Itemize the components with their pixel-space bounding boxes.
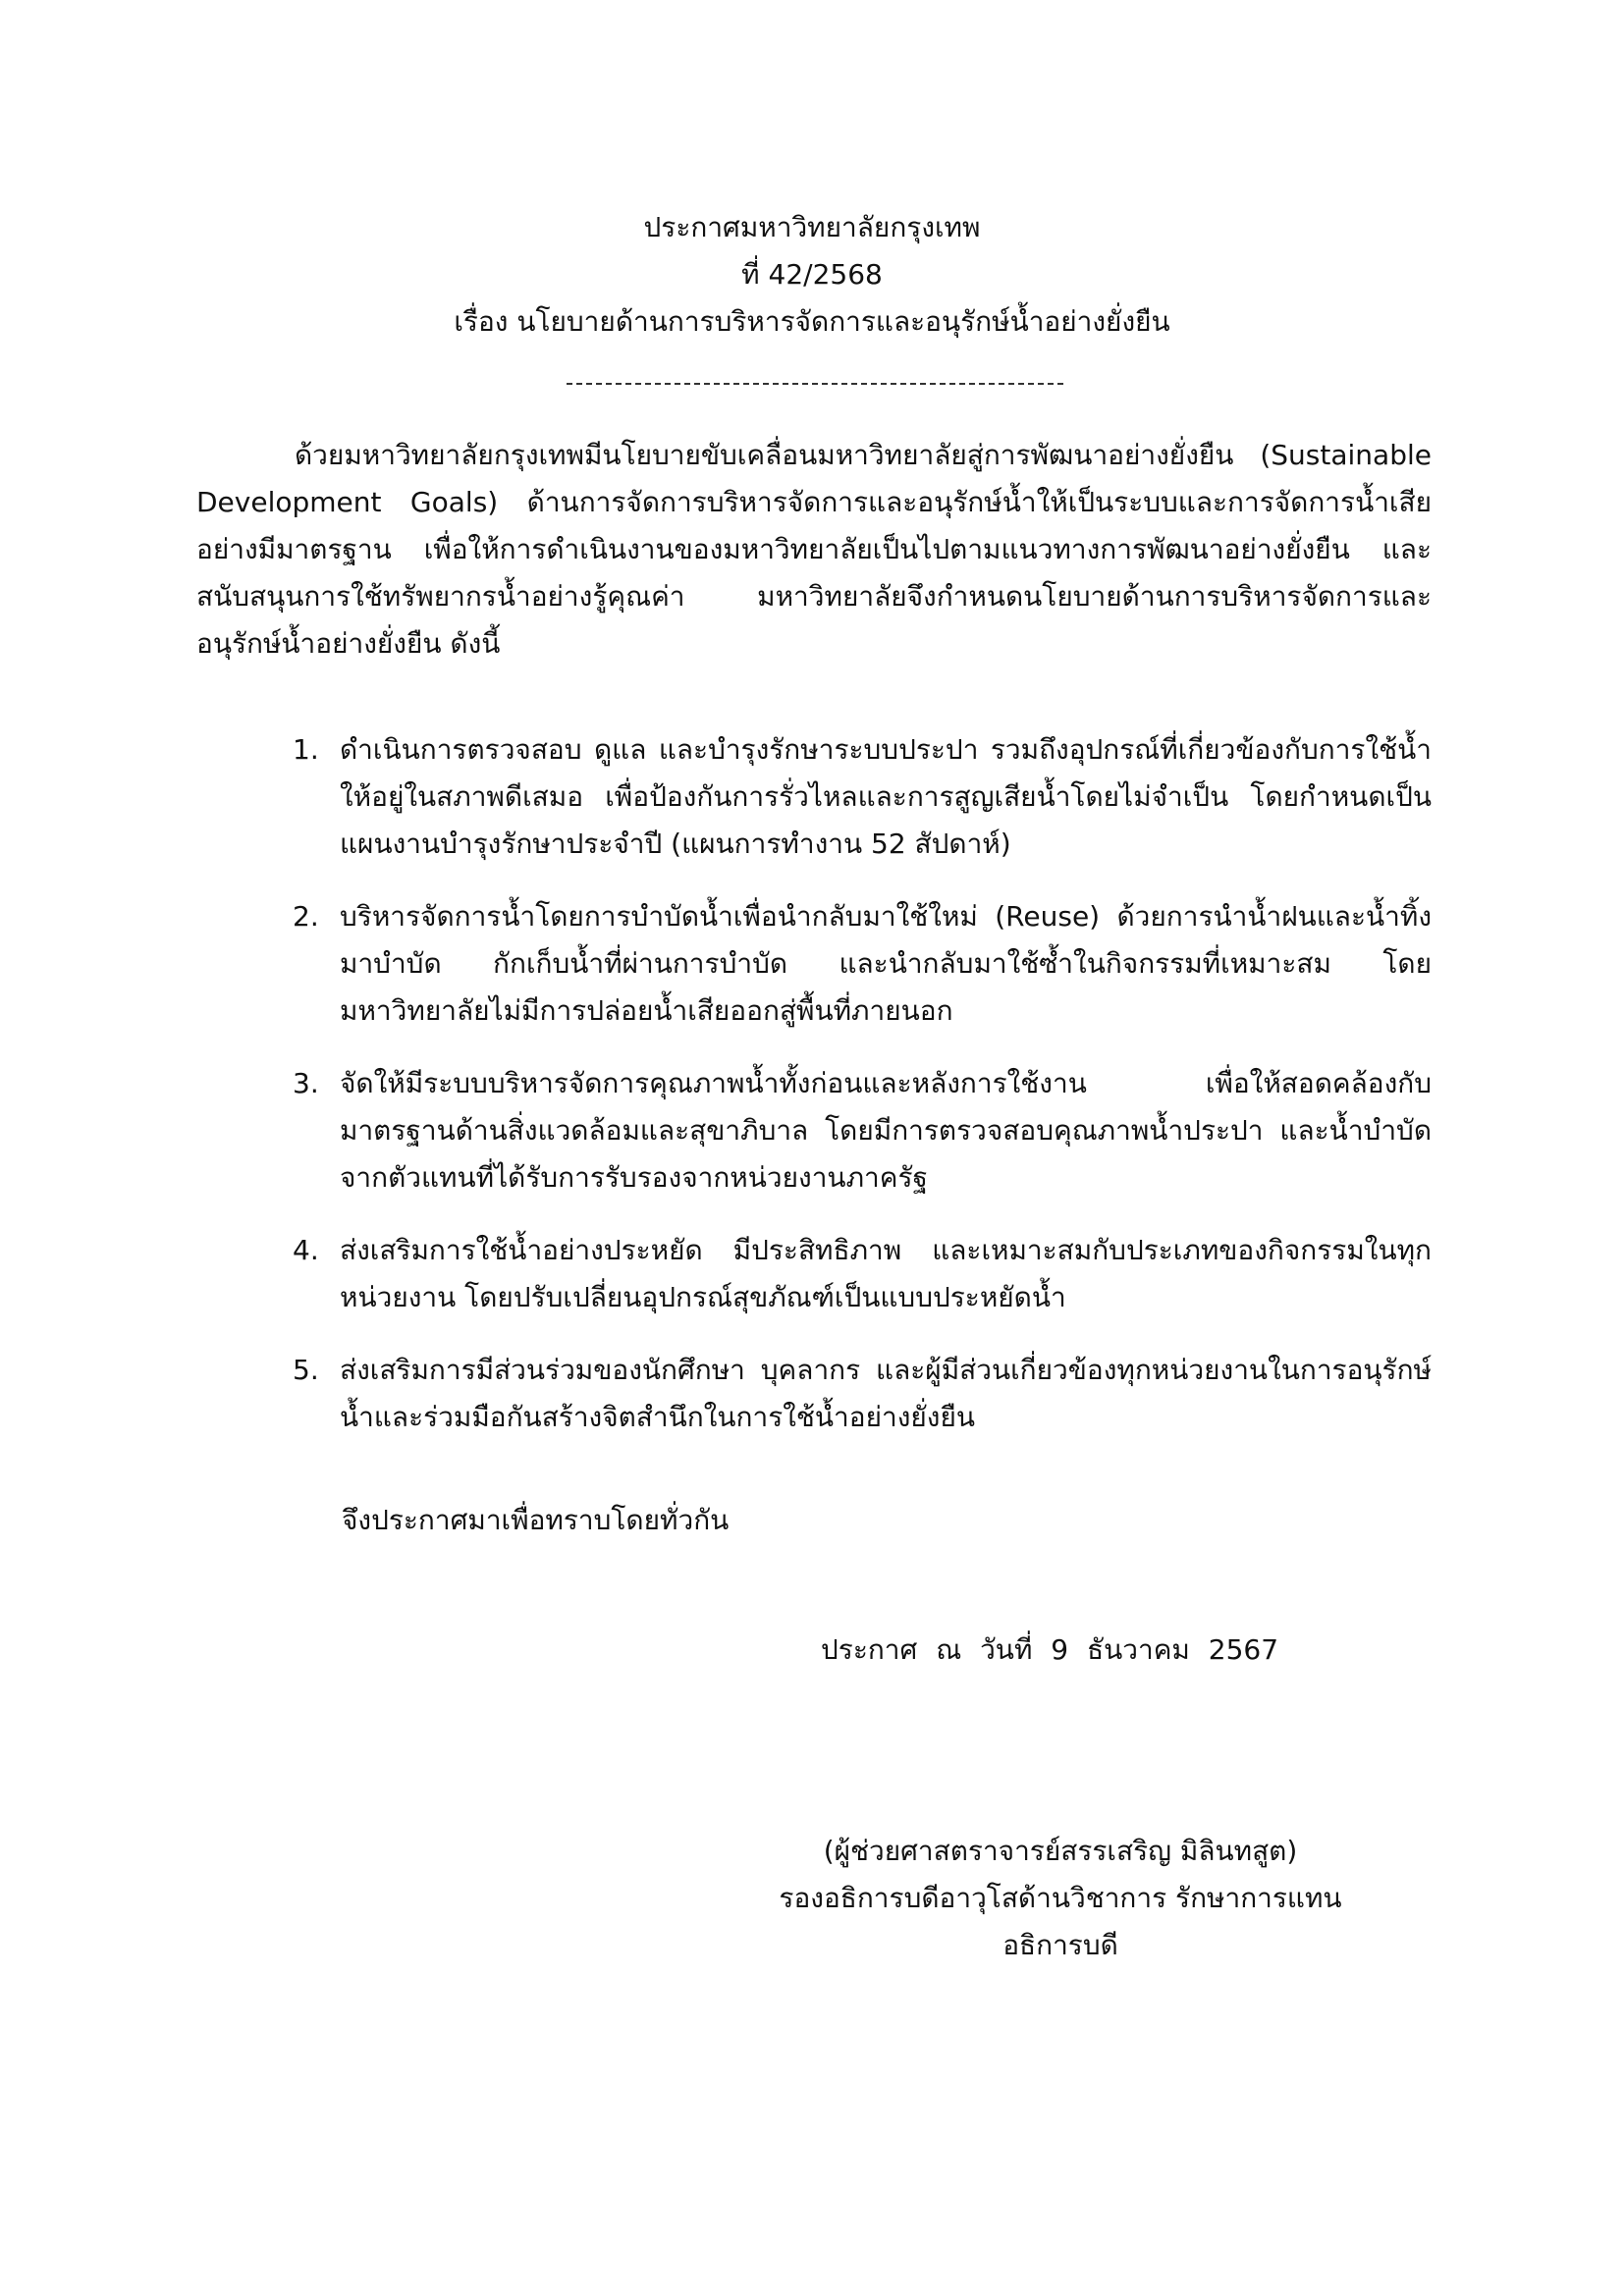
signatory-position: รองอธิการบดีอาวุโสด้านวิชาการ รักษาการแทน xyxy=(779,1882,1342,1914)
announcement-subject: เรื่อง นโยบายด้านการบริหารจัดการและอนุรักษ์น้ำอย่างยั่งยืน xyxy=(454,305,1170,338)
policy-item-number: 3. xyxy=(293,1067,319,1099)
policy-item-text: บริหารจัดการน้ำโดยการบำบัดน้ำเพื่อนำกลับมาใช้ใหม่ (Reuse) ด้วยการนำน้ำฝนและน้ำทิ้งมาบำบัด กักเก็บน้ำที่ผ่านการบำบัด และนำกลับมาใช้ซ้ำในกิจกรรมที่เหมาะสม โดยมหาวิทยาลัยไม่มีการปล่อยน้ำเสียออกสู่พื้นที่ภายนอก xyxy=(340,900,1432,1027)
policy-item-text: จัดให้มีระบบบริหารจัดการคุณภาพน้ำทั้งก่อนและหลังการใช้งาน เพื่อให้สอดคล้องกับมาตรฐานด้านสิ่งแวดล้อมและสุขาภิบาล โดยมีการตรวจสอบคุณภาพน้ำประปา และน้ำบำบัดจากตัวแทนที่ได้รับการรับรองจากหน่วยงานภาครัฐ xyxy=(340,1067,1432,1194)
policy-item-1 xyxy=(293,726,1432,868)
policy-item-number: 4. xyxy=(293,1234,319,1266)
policy-item-text: ดำเนินการตรวจสอบ ดูแล และบำรุงรักษาระบบประปา รวมถึงอุปกรณ์ที่เกี่ยวข้องกับการใช้น้ำให้อยู่ในสภาพดีเสมอ เพื่อป้องกันการรั่วไหลและการสูญเสียน้ำโดยไม่จำเป็น โดยกำหนดเป็นแผนงานบำรุงรักษาประจำปี (แผนการทำงาน 52 สัปดาห์) xyxy=(340,733,1432,860)
policy-item-5 xyxy=(293,1347,1432,1441)
policy-item-text: ส่งเสริมการมีส่วนร่วมของนักศึกษา บุคลากร และผู้มีส่วนเกี่ยวข้องทุกหน่วยงานในการอนุรักษ์น้ำและร่วมมือกันสร้างจิตสำนึกในการใช้น้ำอย่างยั่งยืน xyxy=(340,1354,1432,1433)
policy-item-number: 1. xyxy=(293,733,319,766)
dashed-divider xyxy=(567,383,1063,385)
signatory-position-title: อธิการบดี xyxy=(1002,1929,1118,1961)
policy-item-number: 5. xyxy=(293,1354,319,1386)
policy-item-number: 2. xyxy=(293,900,319,933)
policy-item-text: ส่งเสริมการใช้น้ำอย่างประหยัด มีประสิทธิภาพ และเหมาะสมกับประเภทของกิจกรรมในทุกหน่วยงาน โดยปรับเปลี่ยนอุปกรณ์สุขภัณฑ์เป็นแบบประหยัดน้ำ xyxy=(340,1234,1432,1313)
policy-item-2 xyxy=(293,893,1432,1035)
signatory-name: (ผู้ช่วยศาสตราจารย์สรรเสริญ มิลินทสูต) xyxy=(823,1835,1298,1867)
closing-statement: จึงประกาศมาเพื่อทราบโดยทั่วกัน xyxy=(342,1504,730,1536)
intro-paragraph: ด้วยมหาวิทยาลัยกรุงเทพมีนโยบายขับเคลื่อนมหาวิทยาลัยสู่การพัฒนาอย่างยั่งยืน (Sustainable Development Goals) ด้านการจัดการบริหารจัดการและอนุรักษ์น้ำให้เป็นระบบและการจัดการน้ำเสียอย่างมีมาตรฐาน เพื่อให้การดำเนินงานของมหาวิทยาลัยเป็นไปตามแนวทางการพัฒนาอย่างยั่งยืน และสนับสนุนการใช้ทรัพยากรน้ำอย่างรู้คุณค่า มหาวิทยาลัยจึงกำหนดนโยบายด้านการบริหารจัดการและอนุรักษ์น้ำอย่างยั่งยืน ดังนี้ xyxy=(196,439,1432,660)
announcement-date: ประกาศ ณ วันที่ 9 ธันวาคม 2567 xyxy=(821,1633,1279,1666)
policy-item-3 xyxy=(293,1060,1432,1201)
policy-item-4 xyxy=(293,1227,1432,1321)
announcement-title: ประกาศมหาวิทยาลัยกรุงเทพ xyxy=(643,211,981,243)
announcement-number: ที่ 42/2568 xyxy=(741,258,883,291)
